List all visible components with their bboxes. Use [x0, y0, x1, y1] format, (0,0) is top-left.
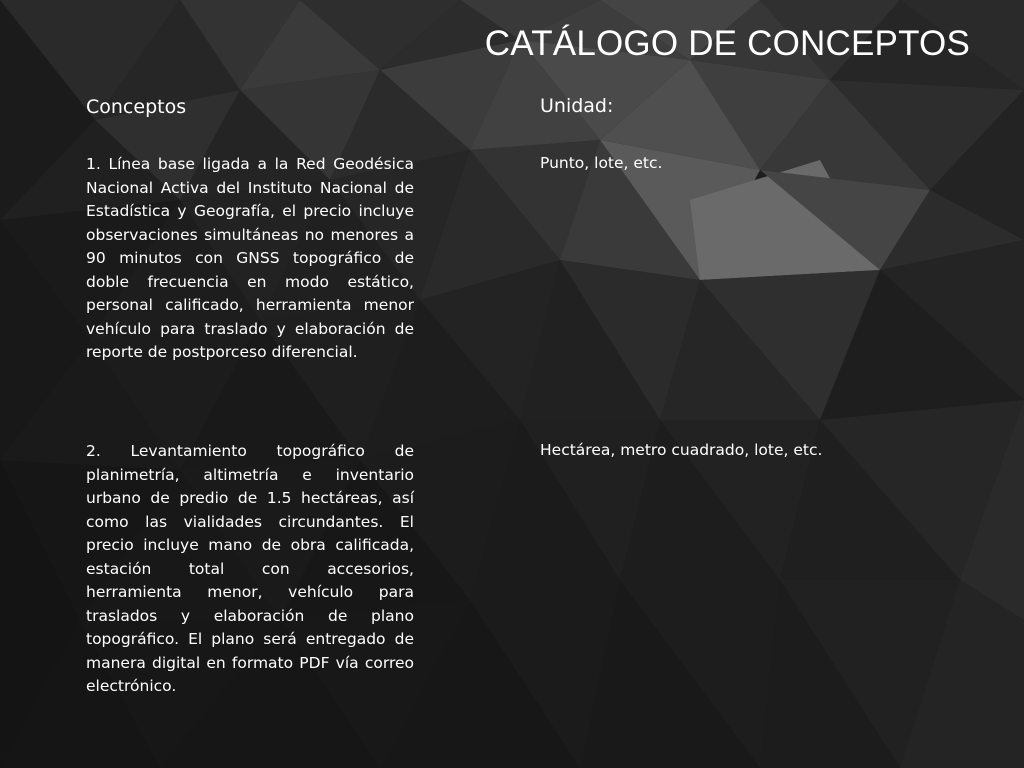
concept-2-text: 2. Levantamiento topográfico de planimetría, altimetría e inventario urbano de predio de 1.5 hectáreas, así como las vialidades circundantes. El precio incluye mano de obra calificada, estación total con accesorios, herramienta menor, vehículo para traslados y elaboración de plano topográfico. El plano será entregado de manera digital en formato PDF vía correo electrónico.	[86, 442, 414, 695]
unit-1-text: Punto, lote, etc.	[540, 154, 663, 172]
unit-column-header: Unidad:	[540, 95, 614, 117]
concept-1-text: 1. Línea base ligada a la Red Geodésica Nacional Activa del Instituto Nacional de Estadística y Geografía, el precio incluye observaciones simultáneas no menores a 90 minutos con GNSS topográfico de doble frecuencia en modo estático, personal calificado, herramienta menor vehículo para traslado y elaboración de reporte de postporceso diferencial.	[86, 155, 414, 361]
unit-2-text: Hectárea, metro cuadrado, lote, etc.	[540, 441, 823, 459]
slide-title: CATÁLOGO DE CONCEPTOS	[484, 24, 970, 63]
concepts-column-header: Conceptos	[86, 96, 187, 118]
